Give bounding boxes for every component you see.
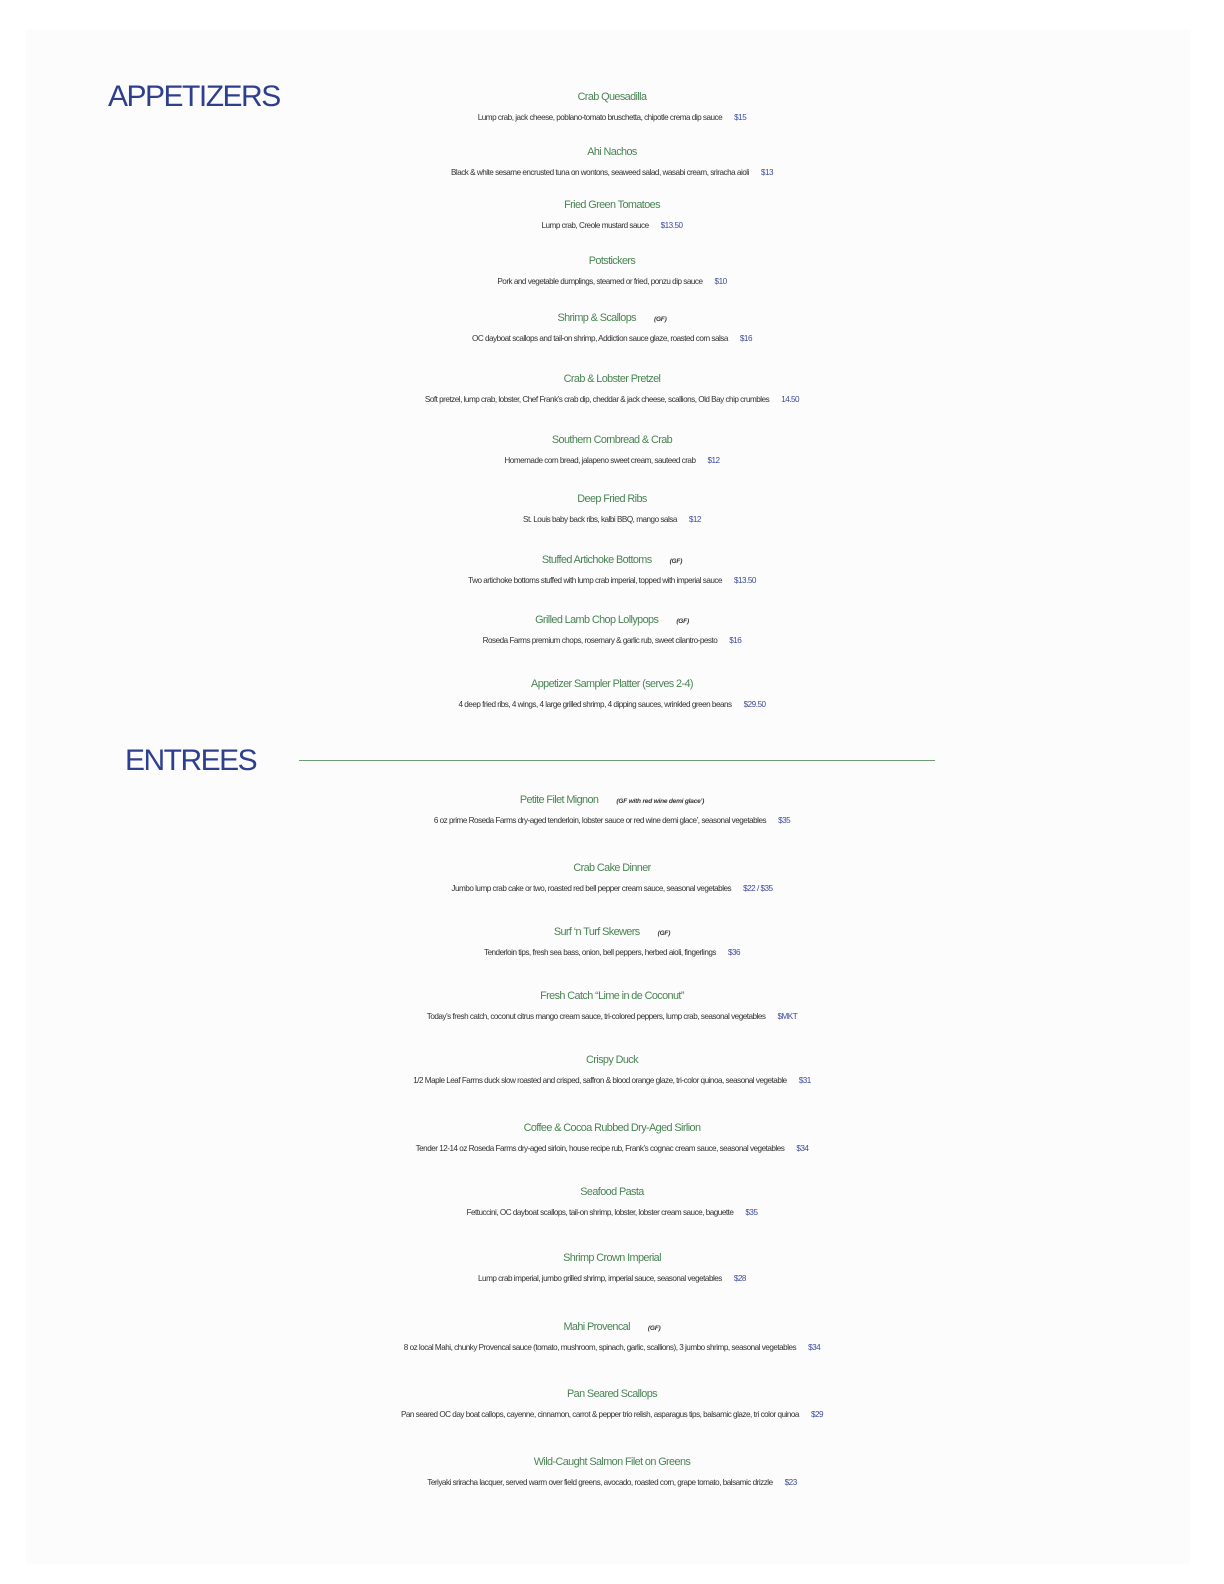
- menu-item-price: $12: [707, 456, 720, 465]
- menu-item-name: Southern Cornbread & Crab: [551, 434, 673, 446]
- appetizer-item: [0, 606, 1224, 649]
- menu-item-price: $31: [798, 1076, 811, 1085]
- menu-item-detail-line: [0, 1471, 1224, 1491]
- menu-item-detail-line: [0, 214, 1224, 234]
- menu-item-description: Homemade corn bread, jalapeno sweet cream, sauteed crab: [504, 456, 696, 465]
- menu-item-description: Lump crab imperial, jumbo grilled shrimp, imperial sauce, seasonal vegetables: [478, 1274, 722, 1283]
- menu-item-detail-line: [0, 809, 1224, 829]
- menu-item-price: $22 / $35: [743, 884, 773, 893]
- menu-item-description: Tenderloin tips, fresh sea bass, onion, bell peppers, herbed aioli, fingerlings: [483, 948, 716, 957]
- menu-item-name: Surf ‘n Turf Skewers: [553, 926, 640, 938]
- menu-item-description: Lump crab, Creole mustard sauce: [541, 221, 649, 230]
- menu-item-detail-line: [0, 1403, 1224, 1423]
- entree-item: [0, 982, 1224, 1025]
- dietary-note: (GF): [653, 316, 667, 323]
- entree-item: [0, 1046, 1224, 1089]
- menu-item-name: Appetizer Sampler Platter (serves 2-4): [531, 678, 693, 690]
- menu-item-description: Teriyaki sriracha lacquer, served warm over field greens, avocado, roasted corn, grape tomato, balsamic drizzle: [427, 1478, 773, 1487]
- entrees-divider: [299, 760, 935, 761]
- menu-item-name: Shrimp Crown Imperial: [563, 1252, 661, 1264]
- menu-item-name: Coffee & Cocoa Rubbed Dry-Aged Sirlion: [523, 1122, 701, 1134]
- menu-item-price: $16: [729, 636, 742, 645]
- menu-item-detail-line: [0, 508, 1224, 528]
- menu-item-name: Deep Fried Ribs: [577, 493, 647, 505]
- menu-item-price: $35: [778, 816, 791, 825]
- entree-item: [0, 1178, 1224, 1221]
- menu-item-price: $12: [688, 515, 701, 524]
- entree-item: [0, 1244, 1224, 1287]
- menu-item-price: $34: [808, 1343, 821, 1352]
- menu-item-name: Potstickers: [588, 255, 636, 267]
- menu-item-description: Jumbo lump crab cake or two, roasted red bell pepper cream sauce, seasonal vegetables: [451, 884, 732, 893]
- menu-item-detail-line: [0, 161, 1224, 181]
- menu-item-detail-line: [0, 877, 1224, 897]
- menu-item-name: Crab & Lobster Pretzel: [563, 373, 661, 385]
- menu-item-name: Shrimp & Scallops: [557, 312, 636, 324]
- entree-item: [0, 786, 1224, 829]
- entrees-heading: ENTREES: [125, 744, 257, 777]
- menu-item-price: $13.50: [660, 221, 683, 230]
- menu-item-description: 1/2 Maple Leaf Farms duck slow roasted and crisped, saffron & blood orange glaze, tri-color quinoa, seasonal vegetable: [413, 1076, 787, 1085]
- menu-item-name: Mahi Provencal: [563, 1321, 630, 1333]
- menu-item-name: Fried Green Tomatoes: [564, 199, 660, 211]
- menu-item-price: $29: [810, 1410, 824, 1419]
- dietary-note: (GF): [669, 558, 683, 565]
- appetizer-item: [0, 138, 1224, 181]
- dietary-note: (GF): [647, 1325, 661, 1332]
- menu-item-description: Roseda Farms premium chops, rosemary & garlic rub, sweet cilantro-pesto: [482, 636, 718, 645]
- menu-item-name: Petite Filet Mignon: [519, 794, 599, 806]
- menu-item-detail-line: [0, 1137, 1224, 1157]
- entree-item: [0, 918, 1224, 961]
- menu-item-description: St. Louis baby back ribs, kalbi BBQ, mango salsa: [523, 515, 677, 524]
- menu-item-description: Today’s fresh catch, coconut citrus mango cream sauce, tri-colored peppers, lump crab, seasonal vegetables: [426, 1012, 766, 1021]
- menu-item-description: Soft pretzel, lump crab, lobster, Chef Frank’s crab dip, cheddar & jack cheese, scallions, Old Bay chip crumbles: [424, 395, 770, 404]
- menu-item-description: 6 oz prime Roseda Farms dry-aged tenderloin, lobster sauce or red wine demi glace’, seasonal vegetables: [433, 816, 767, 825]
- menu-item-price: $15: [734, 113, 747, 122]
- menu-item-name: Seafood Pasta: [580, 1186, 644, 1198]
- menu-item-detail-line: [0, 1069, 1224, 1089]
- dietary-note: (GF): [657, 930, 671, 937]
- menu-item-description: Tender 12-14 oz Roseda Farms dry-aged sirloin, house recipe rub, Frank’s cognac cream sauce, seasonal vegetables: [415, 1144, 785, 1153]
- dietary-note: (GF): [676, 618, 689, 625]
- menu-item-price: $29.50: [743, 700, 766, 709]
- menu-item-detail-line: [0, 1336, 1224, 1356]
- menu-item-price: $34: [796, 1144, 809, 1153]
- menu-item-name: Fresh Catch “Lime in de Coconut”: [540, 990, 684, 1002]
- entree-item: [0, 854, 1224, 897]
- menu-item-name: Crispy Duck: [586, 1054, 638, 1066]
- menu-item-name: Stuffed Artichoke Bottoms: [541, 554, 652, 566]
- menu-item-detail-line: [0, 1267, 1224, 1287]
- menu-item-detail-line: [0, 569, 1224, 589]
- menu-item-price: $23: [784, 1478, 797, 1487]
- menu-item-price: $28: [733, 1274, 746, 1283]
- menu-item-description: Fettuccini, OC dayboat scallops, tail-on shrimp, lobster, lobster cream sauce, baguette: [466, 1208, 734, 1217]
- menu-item-price: $13: [760, 168, 774, 177]
- entree-item: [0, 1114, 1224, 1157]
- menu-item-detail-line: [0, 270, 1224, 290]
- appetizer-item: [0, 191, 1224, 234]
- entree-item: [0, 1313, 1224, 1356]
- menu-item-price: $35: [745, 1208, 758, 1217]
- menu-item-price: $16: [739, 334, 752, 343]
- menu-item-detail-line: [0, 106, 1224, 126]
- menu-item-detail-line: [0, 693, 1224, 713]
- menu-item-description: 4 deep fried ribs, 4 wings, 4 large grilled shrimp, 4 dipping sauces, wrinkled green beans: [458, 700, 732, 709]
- menu-item-price: 14.50: [781, 395, 800, 404]
- menu-item-name: Pan Seared Scallops: [566, 1388, 658, 1400]
- dietary-note: (GF with red wine demi glace’): [616, 798, 705, 805]
- menu-item-description: Two artichoke bottoms stuffed with lump crab imperial, topped with imperial sauce: [468, 576, 722, 585]
- appetizer-item: [0, 247, 1224, 290]
- appetizer-item: [0, 485, 1224, 528]
- menu-item-price: $13.50: [734, 576, 756, 585]
- menu-item-description: Pan seared OC day boat callops, cayenne, cinnamon, carrot & pepper trio relish, asparagus tips, balsamic glaze, tri color quinoa: [400, 1410, 799, 1419]
- menu-item-description: Black & white sesame encrusted tuna on wontons, seaweed salad, wasabi cream, sriracha aioli: [450, 168, 749, 177]
- menu-item-price: $36: [727, 948, 741, 957]
- menu-item-price: $MKT: [777, 1012, 798, 1021]
- appetizer-item: [0, 304, 1224, 347]
- menu-item-description: OC dayboat scallops and tail-on shrimp, Addiction sauce glaze, roasted corn salsa: [472, 334, 728, 343]
- menu-item-name: Crab Cake Dinner: [573, 862, 651, 874]
- menu-item-description: Pork and vegetable dumplings, steamed or fried, ponzu dip sauce: [497, 277, 703, 286]
- menu-item-name: Crab Quesadilla: [577, 91, 647, 103]
- appetizer-item: [0, 546, 1224, 589]
- menu-item-detail-line: [0, 1005, 1224, 1025]
- menu-item-name: Ahi Nachos: [587, 146, 637, 158]
- entree-item: [0, 1380, 1224, 1423]
- appetizer-item: [0, 426, 1224, 469]
- entree-item: [0, 1448, 1224, 1491]
- menu-item-detail-line: [0, 941, 1224, 961]
- menu-item-detail-line: [0, 629, 1224, 649]
- menu-item-name: Wild-Caught Salmon Filet on Greens: [533, 1456, 691, 1468]
- menu-item-detail-line: [0, 449, 1224, 469]
- appetizer-item: [0, 365, 1224, 408]
- menu-item-name: Grilled Lamb Chop Lollypops: [535, 614, 659, 626]
- menu-item-description: Lump crab, jack cheese, poblano-tomato bruschetta, chipotle crema dip sauce: [477, 113, 723, 122]
- menu-item-detail-line: [0, 1201, 1224, 1221]
- appetizers-heading: APPETIZERS: [108, 80, 280, 113]
- menu-item-detail-line: [0, 327, 1224, 347]
- appetizer-item: [0, 670, 1224, 713]
- menu-item-description: 8 oz local Mahi, chunky Provencal sauce (tomato, mushroom, spinach, garlic, scallions), 3 jumbo shrimp, seasonal vegetables: [403, 1343, 797, 1352]
- appetizer-item: [0, 83, 1224, 126]
- menu-item-detail-line: [0, 388, 1224, 408]
- menu-item-price: $10: [714, 277, 727, 286]
